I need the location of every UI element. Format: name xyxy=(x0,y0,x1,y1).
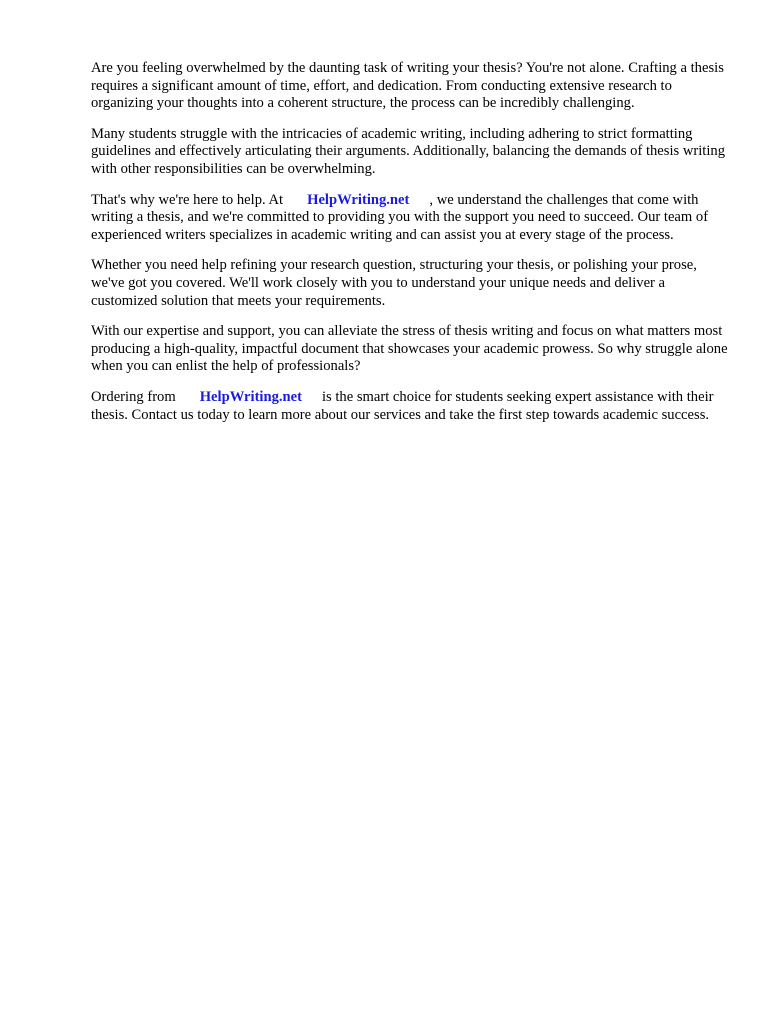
document-page xyxy=(91,60,731,437)
paragraph-help-rest: , we understand the challenges that come with writing a thesis, and we're committed to providing you with the support you need to succeed. Our team of experienced writers specializes in academic writing and can assist you at every stage of the process. xyxy=(91,191,709,243)
paragraph-intro xyxy=(91,60,731,113)
paragraph-help xyxy=(91,192,731,245)
helpwriting-link-ordering[interactable]: HelpWriting.net xyxy=(199,388,302,405)
paragraph-expertise-rest: producing a high-quality, impactful document that showcases your academic prowess. So why struggle alone when you can enlist the help of professionals? xyxy=(91,340,728,375)
paragraph-ordering xyxy=(91,389,731,424)
paragraph-services-text: Whether you need help refining your research question, structuring your thesis, or polishing your prose, we've got you covered. We'll work closely with you to understand your unique needs and deliver a customized solution that meets your requirements. xyxy=(91,257,697,309)
paragraph-services xyxy=(91,257,731,310)
paragraph-ordering-lead: Ordering from xyxy=(91,388,176,405)
paragraph-expertise xyxy=(91,323,731,376)
paragraph-expertise-lead: With our expertise and support, you can alleviate the stress of thesis writing and focus on what matters most xyxy=(91,323,723,340)
paragraph-intro-text: Are you feeling overwhelmed by the daunting task of writing your thesis? You're not alone. Crafting a thesis requires a significant amount of time, effort, and dedication. From conducting extensive research to organizing your thoughts into a coherent structure, the process can be incredibly challenging. xyxy=(91,60,724,112)
paragraph-struggles xyxy=(91,126,731,179)
paragraph-ordering-rest: is the smart choice for students seeking expert assistance with their thesis. Contact us today to learn more about our services and take the first step towards academic success. xyxy=(91,388,714,423)
paragraph-help-lead: That's why we're here to help. At xyxy=(91,191,284,208)
helpwriting-link[interactable]: HelpWriting.net xyxy=(307,191,410,208)
paragraph-struggles-text: Many students struggle with the intricacies of academic writing, including adhering to strict formatting guidelines and effectively articulating their arguments. Additionally, balancing the demands of thesis writing with other responsibilities can be overwhelming. xyxy=(91,125,725,177)
